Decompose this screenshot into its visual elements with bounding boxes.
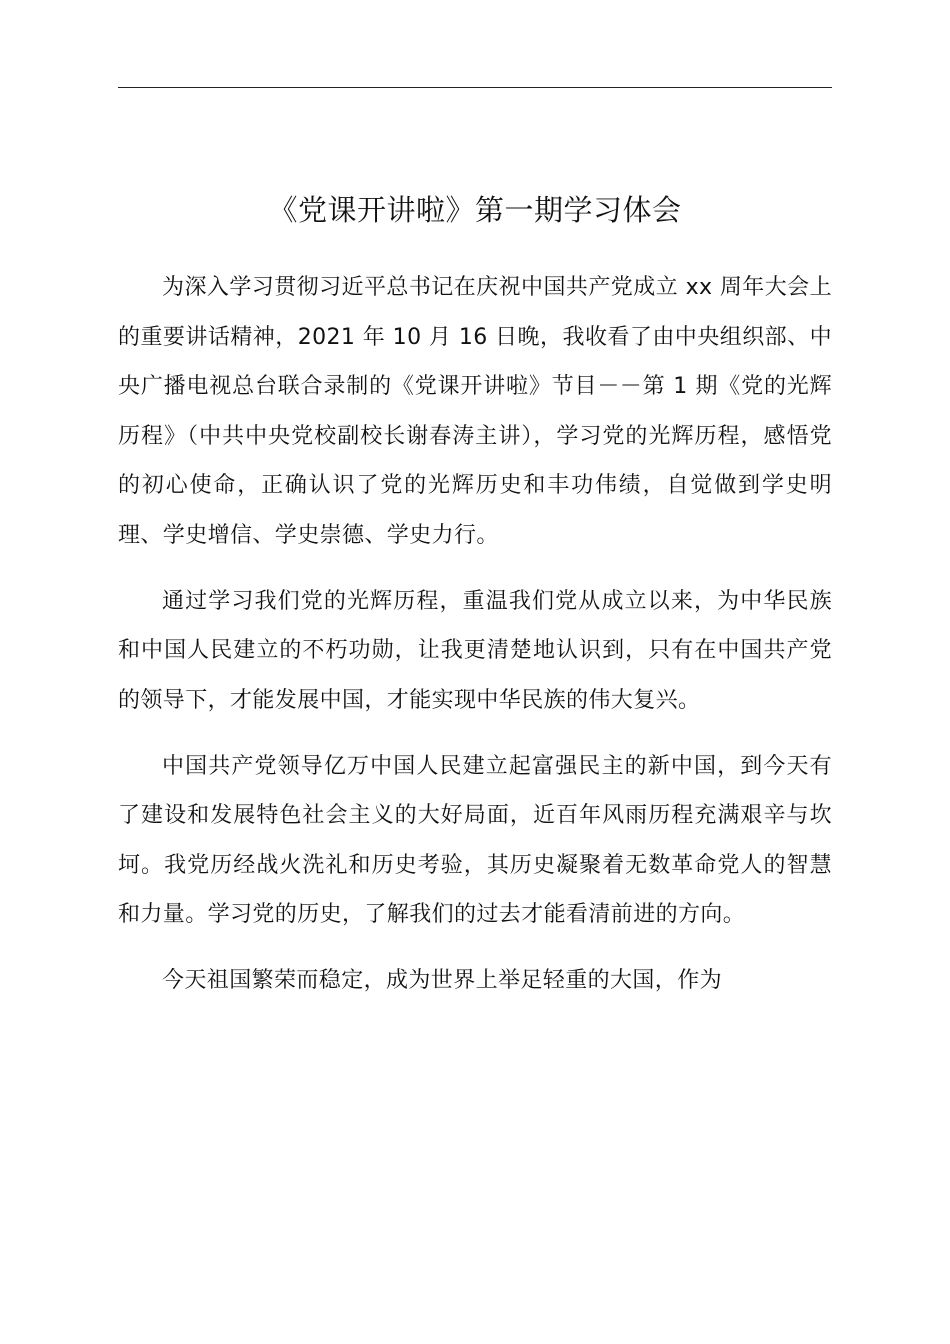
document-title: 《党课开讲啦》第一期学习体会: [268, 193, 682, 227]
paragraph-1: 为深入学习贯彻习近平总书记在庆祝中国共产党成立 xx 周年大会上的重要讲话精神，2021 年 10 月 16 日晚，我收看了由中央组织部、中央广播电视总台联合录制的《党课开讲啦》节目－－第 1 期《党的光辉历程》（中共中央党校副校长谢春涛主讲），学习党的光辉历程，感悟党的初心使命，正确认识了党的光辉历史和丰功伟绩，自觉做到学史明理、学史增信、学史崇德、学史力行。: [118, 275, 832, 548]
paragraph-3: 中国共产党领导亿万中国人民建立起富强民主的新中国，到今天有了建设和发展特色社会主义的大好局面，近百年风雨历程充满艰辛与坎坷。我党历经战火洗礼和历史考验，其历史凝聚着无数革命党人的智慧和力量。学习党的历史，了解我们的过去才能看清前进的方向。: [118, 753, 832, 927]
document-body: [118, 263, 832, 1022]
paragraph-2: 通过学习我们党的光辉历程，重温我们党从成立以来，为中华民族和中国人民建立的不朽功勋，让我更清楚地认识到，只有在中国共产党的领导下，才能发展中国，才能实现中华民族的伟大复兴。: [118, 588, 832, 713]
header-rule: [118, 87, 832, 88]
paragraph-4: 今天祖国繁荣而稳定，成为世界上举足轻重的大国，作为: [162, 968, 723, 993]
